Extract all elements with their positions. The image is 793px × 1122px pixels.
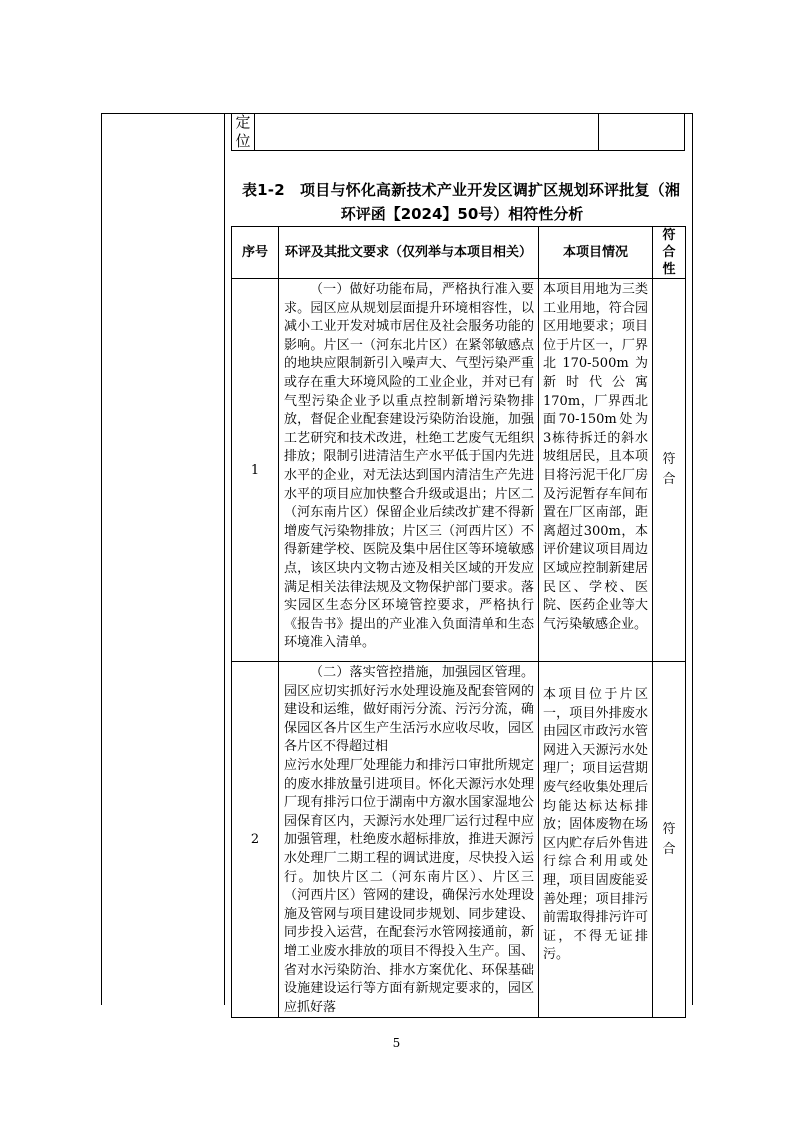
header-conformity: 符合性: [653, 227, 686, 279]
conformity-value: 符合: [653, 662, 686, 1018]
conformity-value: 符合: [653, 279, 686, 662]
table-row: [232, 279, 686, 662]
inner-column-border: [224, 113, 225, 1005]
page-number: 5: [392, 1036, 401, 1050]
requirement-text: （二）落实管控措施，加强园区管理。园区应切实抓好污水处理设施及配套管网的建设和运维，做好雨污分流、污污分流，确保园区各片区生产生活污水应收尽收，园区各片区不得超过相 应污水处理厂处理能力和排污口审批所规定的废水排放量引进项目。怀化天源污水处理厂现有排污口位于湖南中方溆水国家湿地公园保育区内，天源污水处理厂运行过程中应加强管理，杜绝废水超标排放，推进天源污水处理厂二期工程的调试进度，尽快投入运行。加快片区二（河东南片区）、片区三（河西片区）管网的建设，确保污水处理设施及管网与项目建设同步规划、同步建设、同步投入运营，在配套污水管网接通前，新增工业废水排放的项目不得投入生产。国、省对水污染防治、排水方案优化、环保基础设施建设运行等方面有新规定要求的，园区应抓好落: [279, 662, 539, 1018]
previous-table-row: [231, 113, 685, 151]
cell-divider: [598, 113, 599, 150]
project-status-text: 本项目位于片区一，项目外排废水由园区市政污水管网进入天源污水处理厂；项目运营期废气经收集处理后均能达标达标排放；固体废物在场区内贮存后外售进行综合利用或处理，项目固废能妥善处理；项目排污前需取得排污许可证，不得无证排污。: [539, 662, 653, 1018]
table-row: [232, 662, 686, 1018]
header-requirement: 环评及其批文要求（仅列举与本项目相关）: [279, 227, 539, 279]
table-caption-line1: 表1-2 项目与怀化高新技术产业开发区调扩区规划环评批复（湘: [241, 181, 681, 199]
header-project: 本项目情况: [539, 227, 653, 279]
project-status-text: 本项目用地为三类工业用地，符合园区用地要求；项目位于片区一，厂界北170-500m为新时代公寓170m，厂界西北面70-150m处为3栋待拆迁的斜水坡组居民，且本项目将污泥干化厂房及污泥暂存车间布置在厂区南部，距离超过300m，本评价建议项目周边区域应控制新建居民区、学校、医院、医药企业等大气污染敏感企业。: [539, 279, 653, 662]
table-caption-line2: 环评函【2024】50号）相符性分析: [340, 205, 584, 223]
conformity-table: [231, 226, 686, 1018]
row-number: 2: [232, 662, 279, 1018]
row-number: 1: [232, 279, 279, 662]
positioning-label: 定位: [232, 113, 255, 150]
table-header-row: [232, 227, 686, 279]
requirement-text: （一）做好功能布局，严格执行准入要求。园区应从规划层面提升环境相容性，以减小工业开发对城市居住及社会服务功能的影响。片区一（河东北片区）在紧邻敏感点的地块应限制新引入噪声大、气型污染严重或存在重大环境风险的工业企业，并对已有气型污染企业予以重点控制新增污染物排放，督促企业配套建设污染防治设施，加强工艺研究和技术改进，杜绝工艺废气无组织排放；限制引进清洁生产水平低于国内先进水平的企业，对无法达到国内清洁生产先进水平的项目应加快整合升级或退出；片区二（河东南片区）保留企业后续改扩建不得新增废气污染物排放；片区三（河西片区）不得新建学校、医院及集中居住区等环境敏感点，该区块内文物古迹及相关区域的开发应满足相关法律法规及文物保护部门要求。落实园区生态分区环境管控要求，严格执行《报告书》提出的产业准入负面清单和生态环境准入清单。: [279, 279, 539, 662]
header-no: 序号: [232, 227, 279, 279]
